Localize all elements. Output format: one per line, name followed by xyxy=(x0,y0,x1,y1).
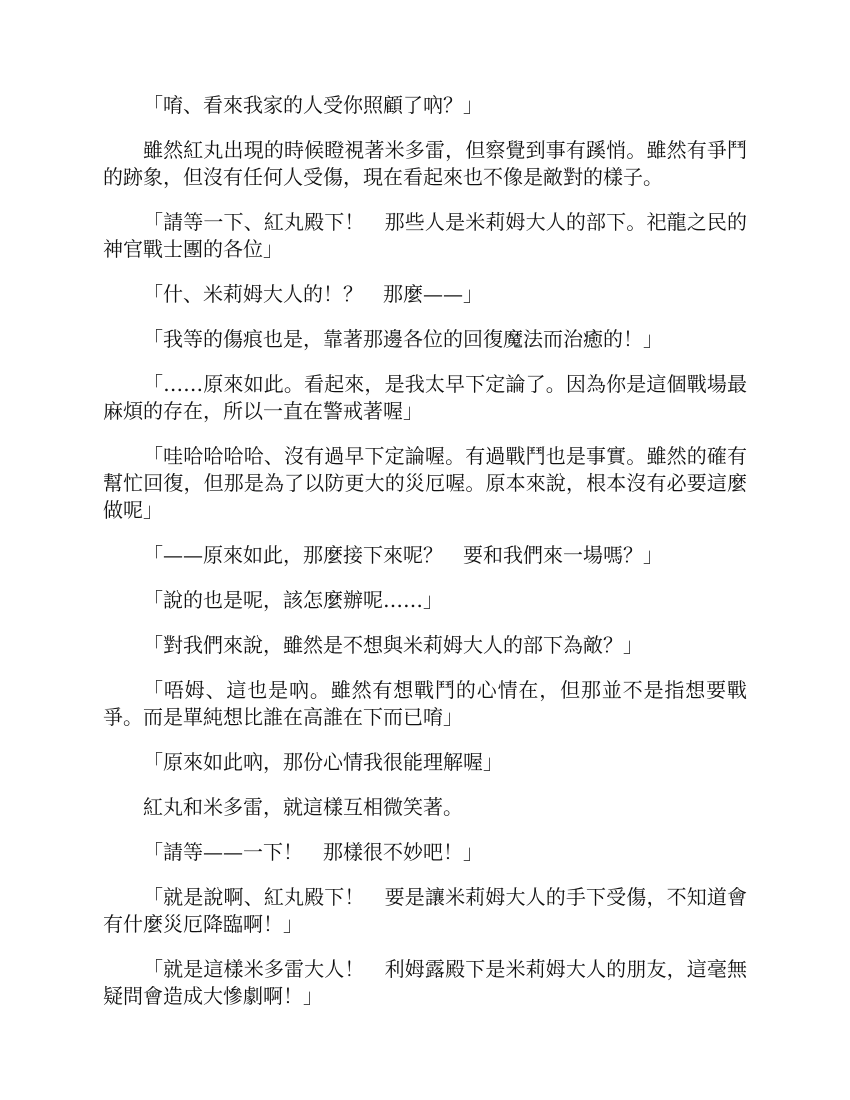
paragraph-14: 「請等——一下！ 那樣很不妙吧！」 xyxy=(143,840,483,864)
paragraph-7: 「哇哈哈哈哈、沒有過早下定論喔。有過戰鬥也是事實。雖然的確有幫忙回復，但那是為了以防更大的災厄喔。原本來說，根本沒有必要這麼做呢」 xyxy=(103,444,747,522)
body-text xyxy=(103,92,747,1028)
paragraph-5: 「我等的傷痕也是，靠著那邊各位的回復魔法而治癒的！」 xyxy=(143,327,663,351)
paragraph-4: 「什、米莉姆大人的！？ 那麼——」 xyxy=(143,282,483,306)
paragraph-15: 「就是說啊、紅丸殿下！ 要是讓米莉姆大人的手下受傷，不知道會有什麼災厄降臨啊！」 xyxy=(103,885,747,936)
paragraph-8: 「——原來如此，那麼接下來呢？ 要和我們來一場嗎？」 xyxy=(143,543,663,567)
paragraph-1: 「唷、看來我家的人受你照顧了吶？」 xyxy=(143,93,483,117)
paragraph-11: 「唔姆、這也是吶。雖然有想戰鬥的心情在，但那並不是指想要戰爭。而是單純想比誰在高誰在下而已唷」 xyxy=(103,678,747,729)
paragraph-12: 「原來如此吶，那份心情我很能理解喔」 xyxy=(143,750,503,774)
paragraph-6: 「……原來如此。看起來，是我太早下定論了。因為你是這個戰場最麻煩的存在，所以一直在警戒著喔」 xyxy=(103,372,747,423)
paragraph-10: 「對我們來說，雖然是不想與米莉姆大人的部下為敵？」 xyxy=(143,633,643,657)
paragraph-2: 雖然紅丸出現的時候瞪視著米多雷，但察覺到事有蹊悄。雖然有爭鬥的跡象，但沒有任何人受傷，現在看起來也不像是敵對的樣子。 xyxy=(103,138,747,189)
paragraph-3: 「請等一下、紅丸殿下！ 那些人是米莉姆大人的部下。祀龍之民的神官戰士團的各位」 xyxy=(103,210,747,261)
paragraph-16: 「就是這樣米多雷大人！ 利姆露殿下是米莉姆大人的朋友，這毫無疑問會造成大慘劇啊！」 xyxy=(103,957,747,1008)
paragraph-9: 「說的也是呢，該怎麼辦呢……」 xyxy=(143,588,443,612)
paragraph-13: 紅丸和米多雷，就這樣互相微笑著。 xyxy=(143,795,463,819)
